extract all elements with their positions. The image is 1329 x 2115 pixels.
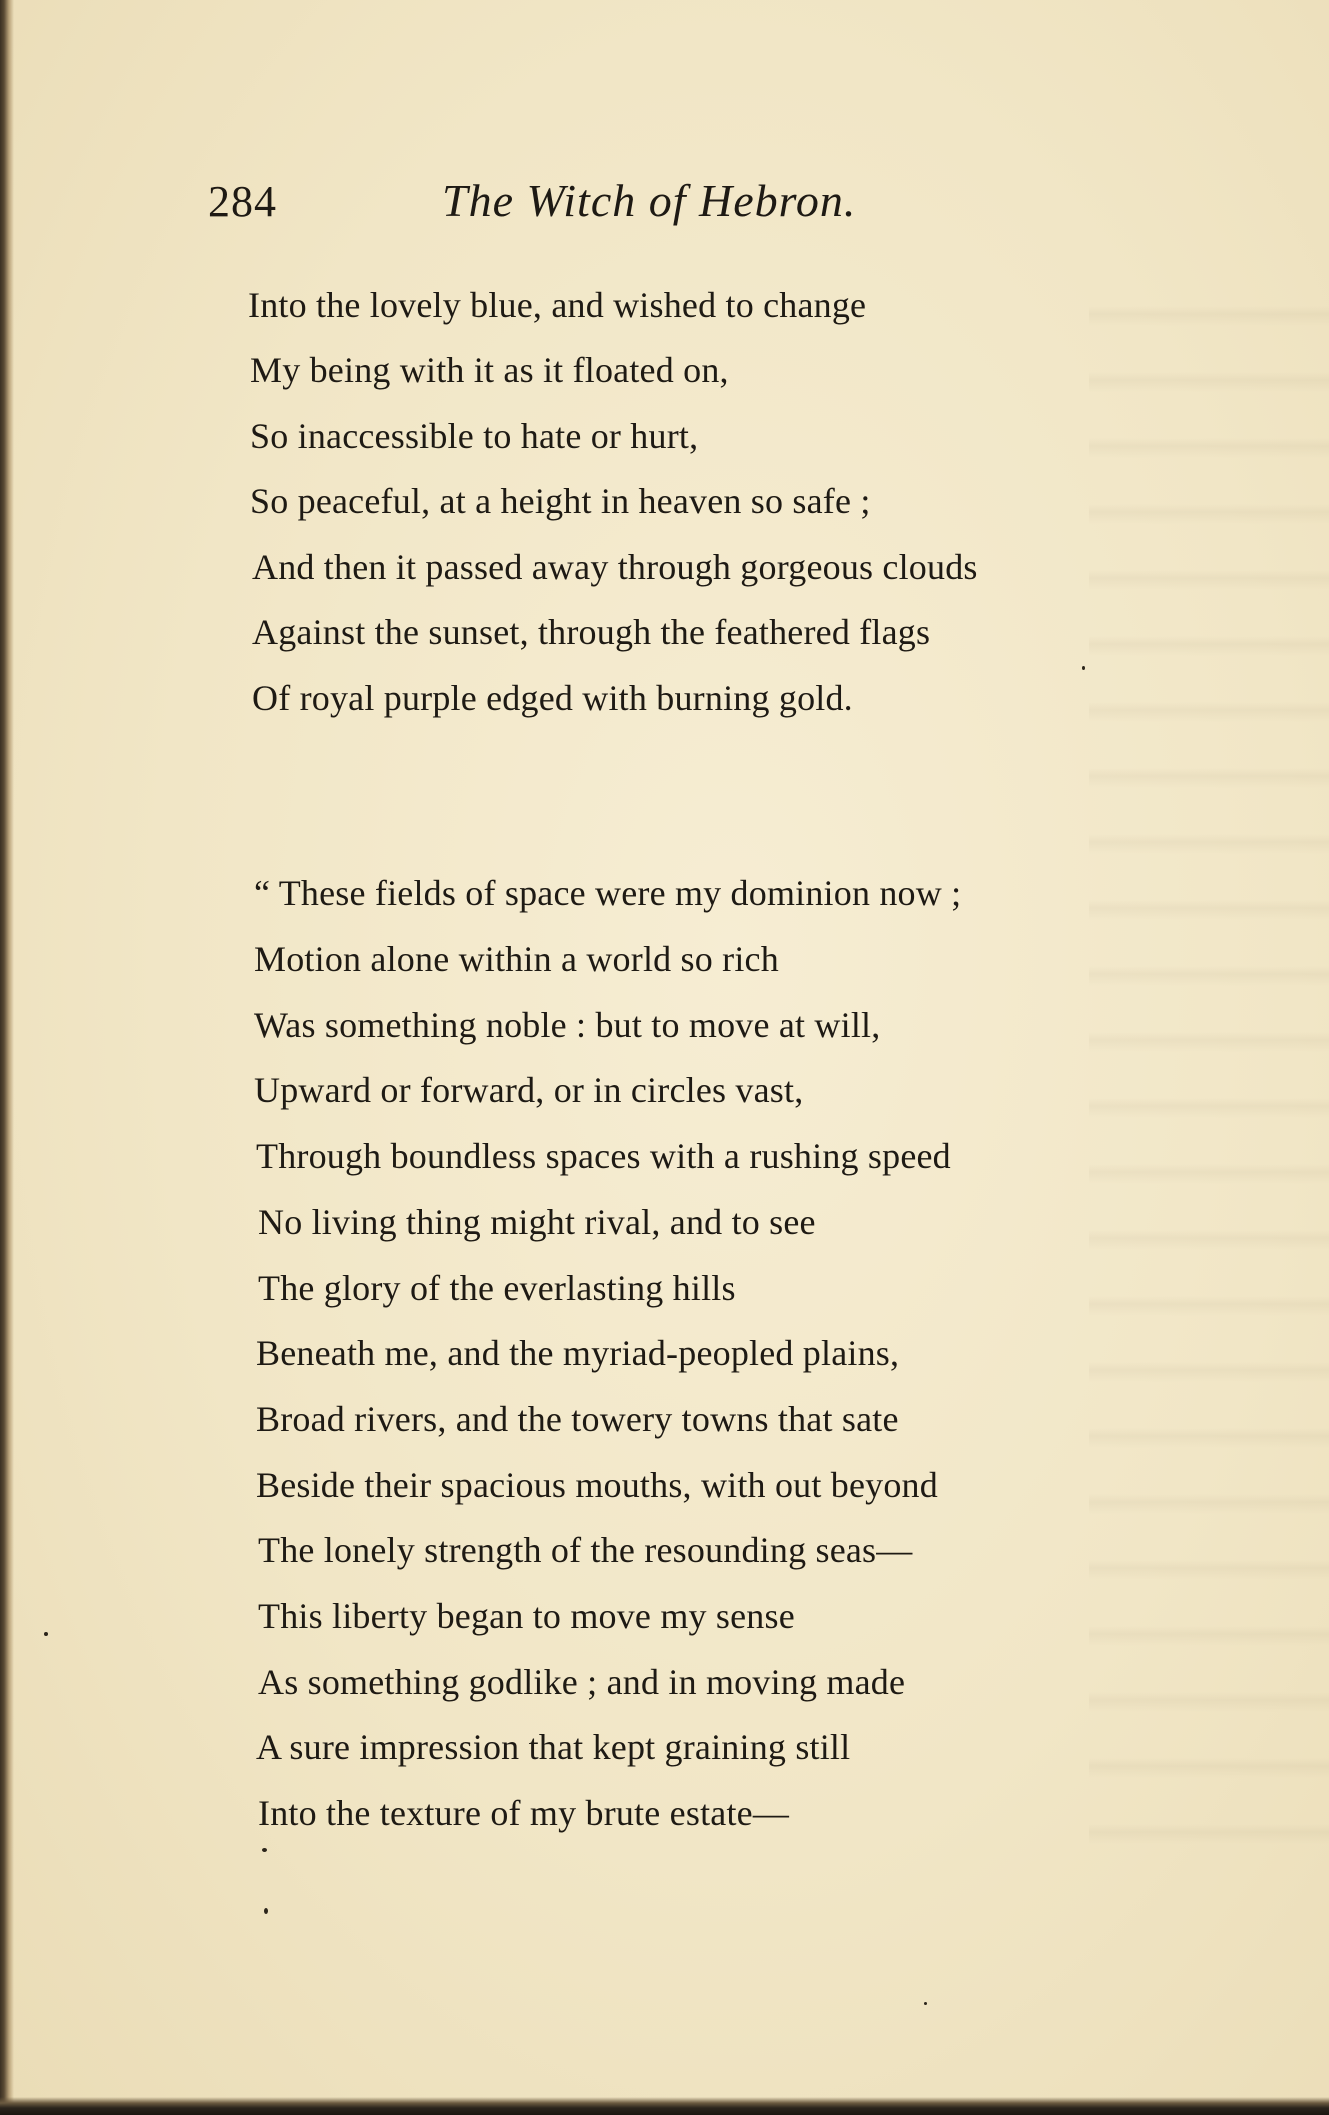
- print-speck: [1082, 666, 1085, 670]
- verse-line: Broad rivers, and the towery towns that sate: [256, 1399, 899, 1439]
- verse-line: Of royal purple edged with burning gold.: [252, 678, 853, 718]
- running-head: [208, 168, 968, 238]
- running-title: The Witch of Hebron.: [442, 175, 857, 226]
- verse-line: A sure impression that kept graining still: [256, 1727, 851, 1767]
- verse-line: Through boundless spaces with a rushing speed: [256, 1136, 951, 1176]
- page-left-edge: [0, 0, 14, 2115]
- verse-line: Motion alone within a world so rich: [254, 939, 779, 979]
- verse-line: So peaceful, at a height in heaven so safe ;: [250, 481, 871, 521]
- verse-line: My being with it as it floated on,: [250, 350, 729, 390]
- verse-line: The glory of the everlasting hills: [258, 1268, 736, 1308]
- verse-line: Against the sunset, through the feathered flags: [252, 612, 931, 652]
- verse-line: Beneath me, and the myriad-peopled plains,: [256, 1333, 900, 1373]
- verse-line: Was something noble : but to move at will,: [254, 1005, 881, 1045]
- page-number: 284: [208, 177, 277, 226]
- print-speck: [262, 1848, 267, 1852]
- verse-line: “ These fields of space were my dominion now ;: [254, 873, 962, 913]
- verse-line: Into the lovely blue, and wished to change: [248, 285, 867, 325]
- page-bottom-edge: [0, 2097, 1329, 2115]
- verse-line: The lonely strength of the resounding seas—: [258, 1530, 913, 1570]
- verse-line: Into the texture of my brute estate—: [258, 1793, 790, 1833]
- verse-line: Beside their spacious mouths, with out beyond: [256, 1465, 938, 1505]
- verse-line: And then it passed away through gorgeous clouds: [252, 547, 978, 587]
- verse-line: Upward or forward, or in circles vast,: [254, 1070, 804, 1110]
- print-speck: [924, 2002, 927, 2005]
- bleed-through-texture: [1089, 270, 1329, 1870]
- verse-line: So inaccessible to hate or hurt,: [250, 416, 699, 456]
- verse-line: No living thing might rival, and to see: [258, 1202, 816, 1242]
- print-speck: [264, 1908, 268, 1914]
- print-speck: [44, 1632, 48, 1636]
- verse-line: As something godlike ; and in moving made: [258, 1662, 906, 1702]
- verse-line: This liberty began to move my sense: [258, 1596, 795, 1636]
